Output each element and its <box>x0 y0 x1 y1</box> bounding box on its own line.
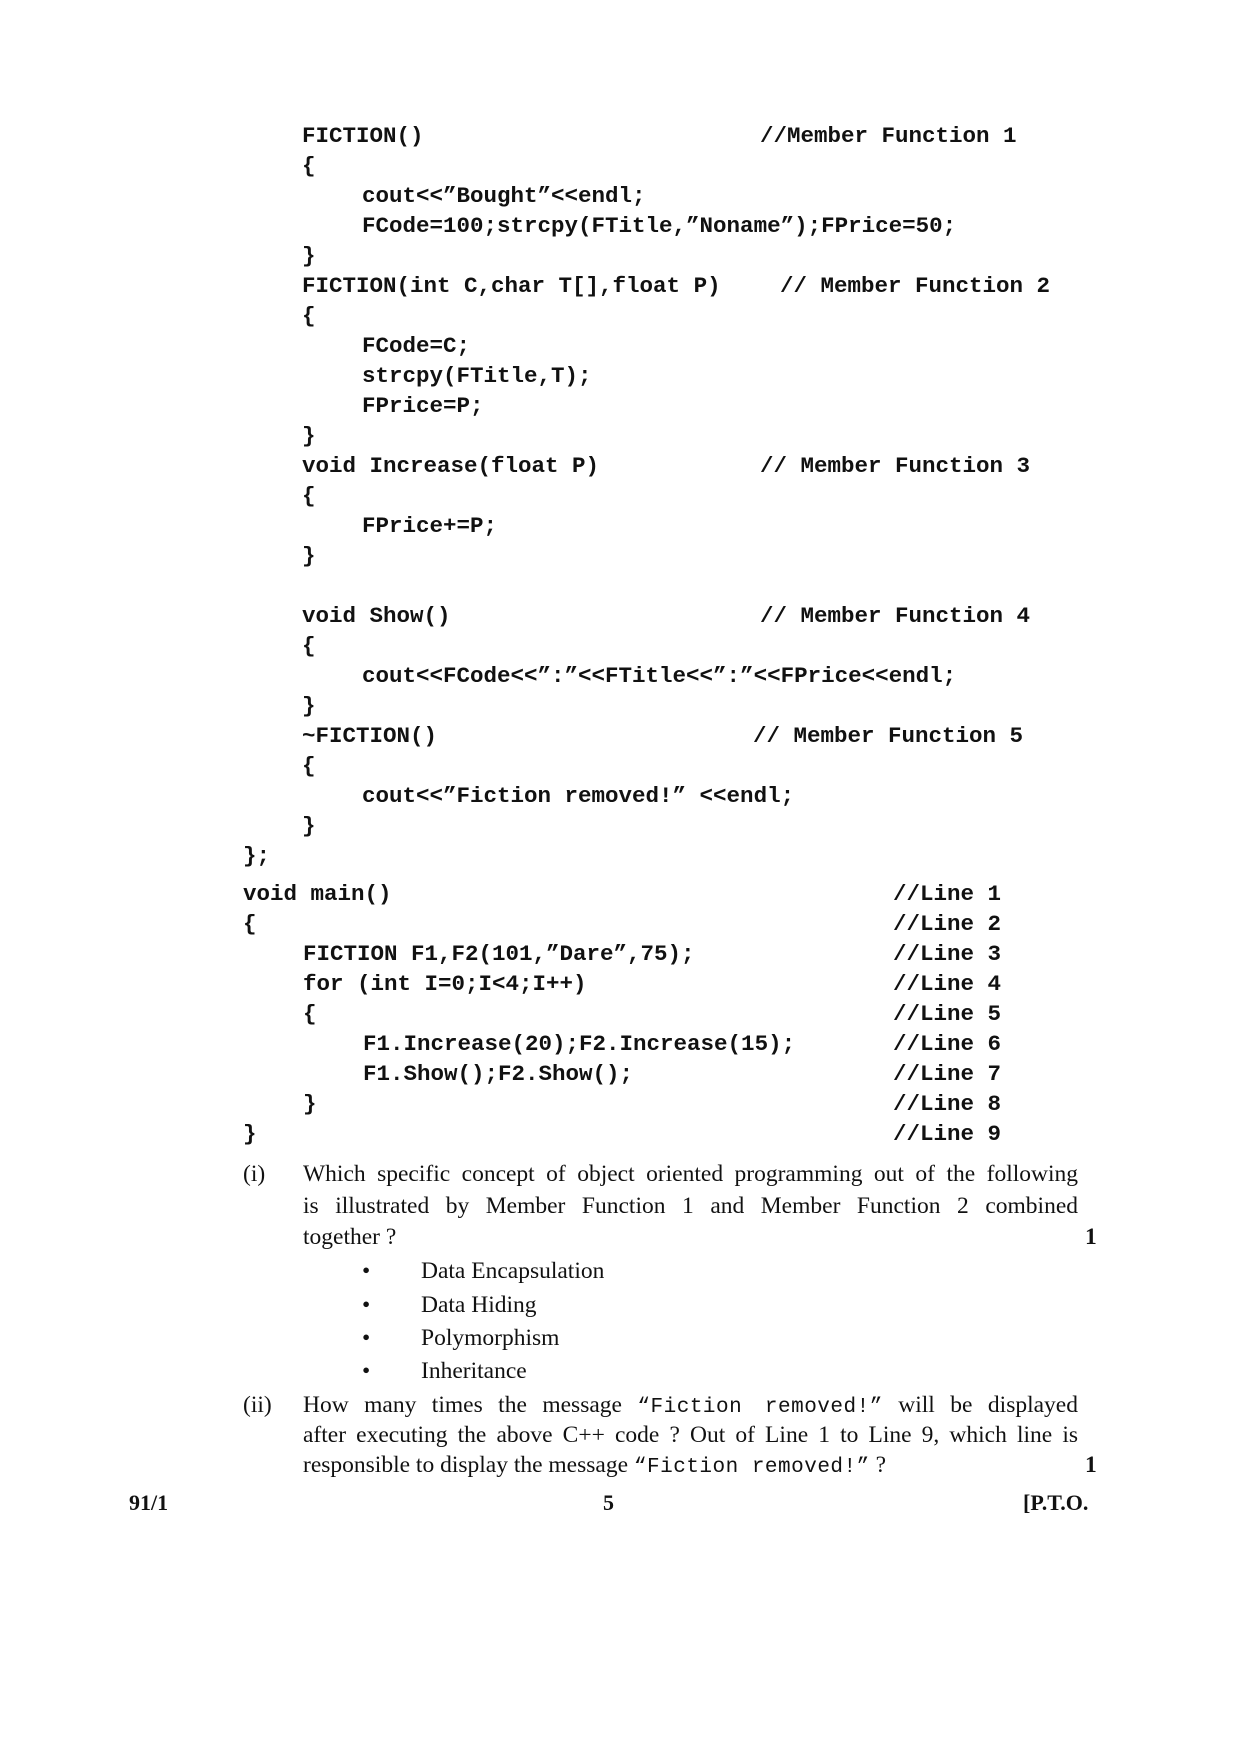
code-comment: // Member Function 5 <box>753 723 1024 749</box>
code-line: for (int I=0;I<4;I++) <box>303 971 587 997</box>
code-line: FPrice+=P; <box>362 513 498 539</box>
option-bullet: • <box>362 1258 371 1284</box>
code-comment-line-number: //Line 7 <box>893 1061 1002 1087</box>
code-line: { <box>302 753 316 779</box>
code-comment-line-number: //Line 9 <box>893 1121 1002 1147</box>
option-data-hiding: Data Hiding <box>421 1292 537 1318</box>
option-bullet: • <box>362 1325 371 1351</box>
code-line: } <box>243 1121 257 1147</box>
code-line: FPrice=P; <box>362 393 484 419</box>
question-1-line-2: is illustrated by Member Function 1 and Member Function 2 combined <box>303 1193 1078 1219</box>
question-2-line-1 <box>303 1390 1078 1423</box>
question-2-marks: 1 <box>1085 1452 1097 1478</box>
code-line: } <box>302 693 316 719</box>
code-line: cout<<FCode<<”:”<<FTitle<<”:”<<FPrice<<endl; <box>362 663 957 689</box>
question-2-label: (ii) <box>243 1392 272 1418</box>
code-line: FICTION F1,F2(101,”Dare”,75); <box>303 941 695 967</box>
code-line: cout<<”Fiction removed!” <<endl; <box>362 783 795 809</box>
question-2-line-3-code: “Fiction removed!” <box>633 1456 870 1479</box>
question-1-line-3: together ? <box>303 1224 397 1250</box>
code-line: FCode=100;strcpy(FTitle,”Noname”);FPrice=50; <box>362 213 957 239</box>
footer-page-number: 5 <box>603 1490 614 1515</box>
footer-pto: [P.T.O. <box>1023 1490 1089 1515</box>
question-2-line-3 <box>303 1450 1078 1483</box>
code-comment: // Member Function 2 <box>780 273 1051 299</box>
question-2-line-1-text-b: will be displayed <box>882 1392 1078 1418</box>
option-polymorphism: Polymorphism <box>421 1325 560 1351</box>
code-line: { <box>302 153 316 179</box>
code-comment-line-number: //Line 3 <box>893 941 1002 967</box>
code-comment: // Member Function 3 <box>760 453 1031 479</box>
code-line: F1.Increase(20);F2.Increase(15); <box>363 1031 796 1057</box>
code-line: cout<<”Bought”<<endl; <box>362 183 646 209</box>
question-2-line-1-text-a: How many times the message <box>303 1392 638 1418</box>
code-comment-line-number: //Line 2 <box>893 911 1002 937</box>
option-bullet: • <box>362 1358 371 1384</box>
code-line: } <box>302 423 316 449</box>
code-line: strcpy(FTitle,T); <box>362 363 592 389</box>
code-line: F1.Show();F2.Show(); <box>363 1061 634 1087</box>
code-line: FICTION(int C,char T[],float P) <box>302 273 721 299</box>
code-comment-line-number: //Line 8 <box>893 1091 1002 1117</box>
option-bullet: • <box>362 1292 371 1318</box>
code-line: ~FICTION() <box>302 723 438 749</box>
code-line: } <box>302 543 316 569</box>
code-comment: // Member Function 4 <box>760 603 1031 629</box>
question-2-line-2: after executing the above C++ code ? Out of Line 1 to Line 9, which line is <box>303 1422 1078 1448</box>
code-line: { <box>302 303 316 329</box>
code-line: { <box>302 633 316 659</box>
code-comment-line-number: //Line 5 <box>893 1001 1002 1027</box>
question-2-line-3-text-a: responsible to display the message <box>303 1452 634 1478</box>
code-line: } <box>302 813 316 839</box>
footer-paper-code: 91/1 <box>129 1490 169 1515</box>
code-line: { <box>302 483 316 509</box>
option-data-encapsulation: Data Encapsulation <box>421 1258 605 1284</box>
code-line: { <box>303 1001 317 1027</box>
code-comment-line-number: //Line 6 <box>893 1031 1002 1057</box>
code-line: void Increase(float P) <box>302 453 600 479</box>
question-2-line-3-text-b: ? <box>869 1452 887 1478</box>
question-1-line-1: Which specific concept of object oriented programming out of the following <box>303 1161 1078 1187</box>
code-line: void main() <box>243 881 392 907</box>
code-line: FICTION() <box>302 123 424 149</box>
code-line: }; <box>243 843 271 869</box>
code-comment-line-number: //Line 1 <box>893 881 1002 907</box>
question-1-marks: 1 <box>1085 1224 1097 1250</box>
code-comment-line-number: //Line 4 <box>893 971 1002 997</box>
code-line: void Show() <box>302 603 451 629</box>
code-line: } <box>302 243 316 269</box>
code-line: } <box>303 1091 317 1117</box>
question-1-label: (i) <box>243 1161 266 1187</box>
option-inheritance: Inheritance <box>421 1358 527 1384</box>
question-2-line-1-code: “Fiction removed!” <box>637 1396 883 1419</box>
code-line: FCode=C; <box>362 333 471 359</box>
code-line: { <box>243 911 257 937</box>
code-comment: //Member Function 1 <box>760 123 1017 149</box>
